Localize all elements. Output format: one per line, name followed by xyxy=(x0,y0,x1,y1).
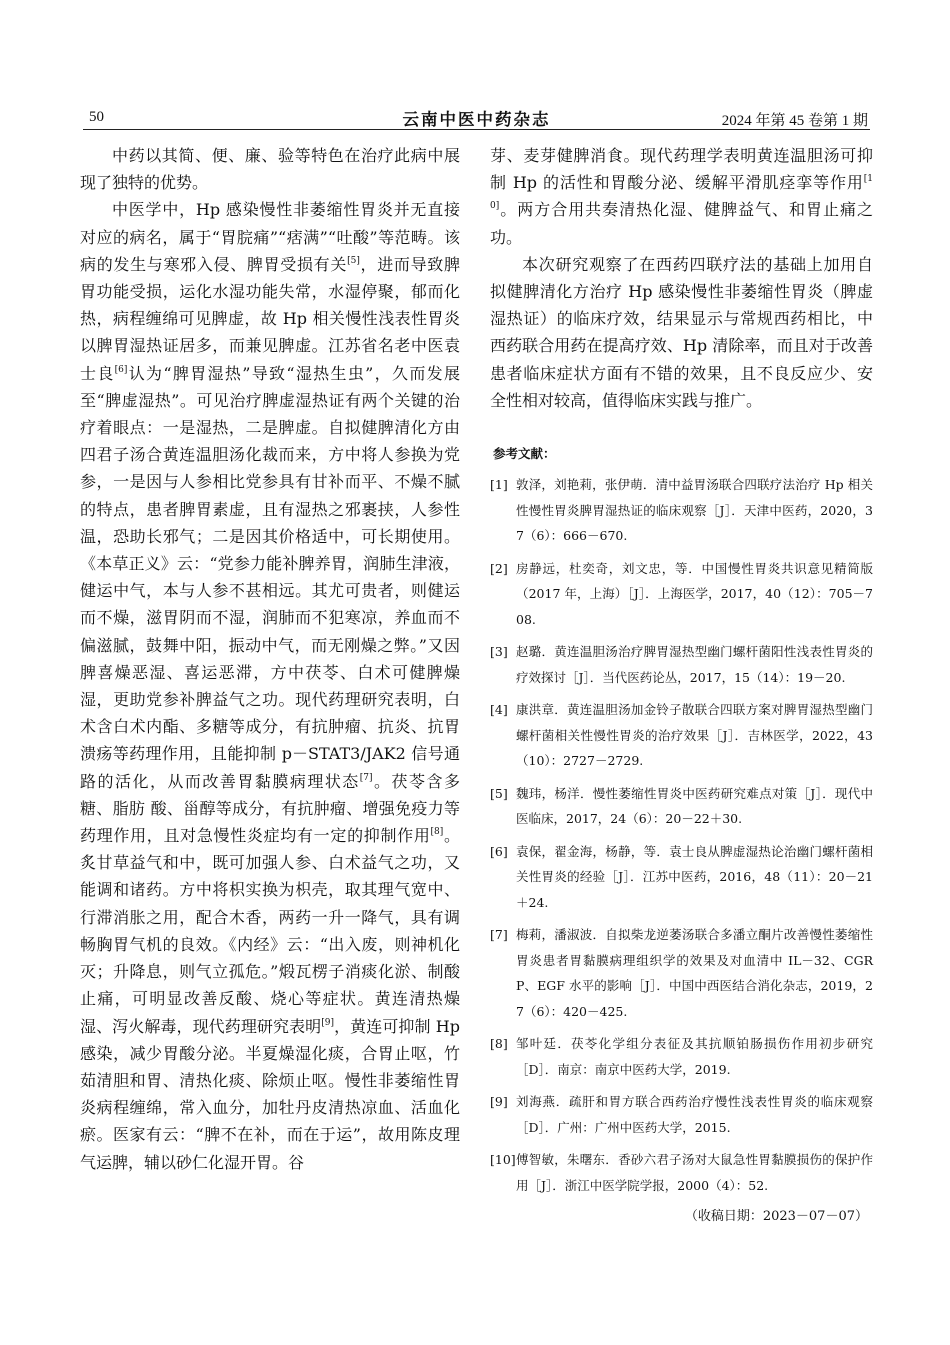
reference-item xyxy=(490,781,873,832)
references-list xyxy=(490,472,873,1198)
citation: [5] xyxy=(347,255,360,266)
page-header xyxy=(83,105,870,130)
reference-number: [4] xyxy=(490,702,508,718)
text-run: ，进而导致脾胃功能受损，运化水湿功能失常，水湿停聚，郁而化热，病程缠绵可见脾虚，故 Hp 相关慢性浅表性胃炎以脾胃湿热证居多，而兼见脾虚。江苏省名老中医袁士良 xyxy=(80,254,460,383)
reference-number: [1] xyxy=(490,477,508,493)
reference-number: [5] xyxy=(490,785,508,801)
page-number: 50 xyxy=(89,109,104,125)
reference-text: 房静远，杜奕奇，刘文忠，等．中国慢性胃炎共识意见精简版（2017 年，上海）［J］．上海医学，2017，40（12）：705－708. xyxy=(516,560,873,627)
reference-text: 傅智敏，朱曙东．香砂六君子汤对大鼠急性胃黏膜损伤的保护作用［J］．浙江中医学院学报，2000（4）：52. xyxy=(516,1152,873,1193)
text-run: 认为“脾胃湿热”导致“湿热生虫”，久而发展至“脾虚湿热”。可见治疗脾虚湿热证有两个关键的治疗着眼点：一是湿热，二是脾虚。自拟健脾清化方由四君子汤合黄连温胆汤化裁而来，方中将人参换为党参，一是因与人参相比党参具有甘补而平、不燥不腻的特点，患者脾胃素虚，且有湿热之邪裹挟，人参性温，恐助长邪气；二是因其价格适中，可长期使用。《本草正义》云：“党参力能补脾养胃，润肺生津液，健运中气，本与人参不甚相远。其尤可贵者，则健运而不燥，滋胃阴而不湿，润肺而不犯寒凉，养血而不偏滋腻，鼓舞中阳，振动中气，而无刚燥之弊。”又因脾喜燥恶湿、喜运恶滞，方中茯苓、白术可健脾燥湿，更助党参补脾益气之功。现代药理研究表明，白术含白术内酯、多糖等成分，有抗肿瘤、抗炎、抗胃溃疡等药理作用，且能抑制 p－STAT3/JAK2 信号通路的活化，从而改善胃黏膜病理状态 xyxy=(80,363,460,791)
citation: [9] xyxy=(321,1017,335,1028)
reference-number: [7] xyxy=(490,927,508,943)
reference-number: [9] xyxy=(490,1094,508,1110)
right-column xyxy=(490,142,873,1224)
reference-number: [2] xyxy=(490,560,508,576)
reference-item xyxy=(490,472,873,549)
reference-item xyxy=(490,1147,873,1198)
text-run: 。两方合用共奏清热化湿、健脾益气、和胃止痛之功。 xyxy=(490,200,873,247)
journal-title: 云南中医中药杂志 xyxy=(402,110,551,129)
reference-text: 敦泽，刘艳莉，张伊萌．清中益胃汤联合四联疗法治疗 Hp 相关性慢性胃炎脾胃湿热证的临床观察［J］．天津中医药，2020，37（6）：666－670. xyxy=(516,477,873,544)
reference-number: [10] xyxy=(490,1152,516,1168)
reference-text: 邹叶廷．茯苓化学组分表征及其抗顺铂肠损伤作用初步研究［D］．南京：南京中医药大学，2019. xyxy=(516,1036,873,1077)
reference-item xyxy=(490,556,873,633)
reference-item xyxy=(490,922,873,1024)
reference-item xyxy=(490,1089,873,1140)
reference-text: 赵璐．黄连温胆汤治疗脾胃湿热型幽门螺杆菌阳性浅表性胃炎的疗效探讨［J］．当代医药论丛，2017，15（14）：19－20. xyxy=(516,644,873,685)
citation: [10] xyxy=(490,174,873,212)
text-run: 芽、麦芽健脾消食。现代药理学表明黄连温胆汤可抑制 Hp 的活性和胃酸分泌、缓解平滑肌痉挛等作用 xyxy=(490,146,873,193)
reference-item xyxy=(490,639,873,690)
reference-text: 魏玮，杨洋．慢性萎缩性胃炎中医药研究难点对策［J］．现代中医临床，2017，24（6）：20－22＋30. xyxy=(516,785,873,827)
citation: [6] xyxy=(114,364,128,375)
paragraph: 本次研究观察了在西药四联疗法的基础上加用自拟健脾清化方治疗 Hp 感染慢性非萎缩性胃炎（脾虚湿热证）的临床疗效，结果显示与常规西药相比，中西药联合用药在提高疗效、Hp 清除率，而且对于改善患者临床症状方面有不错的效果，且不良反应少、安全性相对较高，值得临床实践与推广。 xyxy=(490,254,873,410)
reference-text: 袁保，翟金海，杨静，等．袁士良从脾虚湿热论治幽门螺杆菌相关性胃炎的经验［J］．江苏中医药，2016，48（11）：20－21＋24. xyxy=(516,843,873,910)
reference-item xyxy=(490,697,873,774)
references-title: 参考文献： xyxy=(493,446,556,462)
text-run: 中医学中，Hp 感染慢性非萎缩性胃炎并无直接对应的病名，属于“胃脘痛”“痞满”“吐酸”等范畴。该病的发生与寒邪入侵、脾胃受损有关 xyxy=(80,200,460,274)
text-run: ，黄连可抑制 Hp 感染，减少胃酸分泌。半夏燥湿化痰，合胃止呕，竹茹清胆和胃、清热化痰、除烦止呕。慢性非萎缩性胃炎病程缠绵，常入血分，加牡丹皮清热凉血、活血化瘀。医家有云：“脾不在补，而在于运”，故用陈皮理气运脾，辅以砂仁化湿开胃。谷 xyxy=(80,1016,460,1172)
paragraph xyxy=(80,196,460,1175)
citation: [7] xyxy=(359,772,373,783)
paragraph xyxy=(490,142,873,251)
citation: [8] xyxy=(430,827,444,838)
text-run: 。茯苓含多糖、脂肪 酸、甾醇等成分，有抗肿瘤、增强免疫力等药理作用，且对急慢性炎症均有一定的抑制作用 xyxy=(80,771,460,846)
text-run: 。炙甘草益气和中，既可加强人参、白术益气之功，又能调和诸药。方中将枳实换为枳壳，取其理气宽中、行滞消胀之用，配合木香，两药一升一降气，具有调畅胸胃气机的良效。《内经》云：“出入废，则神机化灭；升降息，则气立孤危。”煅瓦楞子消痰化淤、制酸止痛，可明显改善反酸、烧心等症状。黄连清热燥湿、泻火解毒，现代药理研究表明 xyxy=(80,826,460,1036)
left-column xyxy=(80,142,460,1176)
reference-number: [6] xyxy=(490,843,508,859)
reference-number: [8] xyxy=(490,1036,508,1052)
reference-text: 康洪章．黄连温胆汤加金铃子散联合四联方案对脾胃湿热型幽门螺杆菌相关性慢性胃炎的治疗效果［J］．吉林医学，2022，43（10）：2727－2729. xyxy=(516,702,873,769)
reference-number: [3] xyxy=(490,644,508,660)
reference-text: 梅莉，潘淑波．自拟柴龙逆萎汤联合多潘立酮片改善慢性萎缩性胃炎患者胃黏膜病理组织学的效果及对血清中 IL－32、CGRP、EGF 水平的影响［J］．中国中西医结合消化杂志，2019，27（6）：420－425. xyxy=(516,927,873,1019)
issue-info: 2024 年第 45 卷第 1 期 xyxy=(721,113,868,129)
received-date: （收稿日期：2023－07－07） xyxy=(684,1209,868,1225)
reference-text: 刘海燕．疏肝和胃方联合西药治疗慢性浅表性胃炎的临床观察［D］．广州：广州中医药大学，2015. xyxy=(516,1094,873,1135)
reference-item xyxy=(490,839,873,916)
paragraph: 中药以其简、便、廉、验等特色在治疗此病中展现了独特的优势。 xyxy=(80,146,460,193)
reference-item xyxy=(490,1031,873,1082)
